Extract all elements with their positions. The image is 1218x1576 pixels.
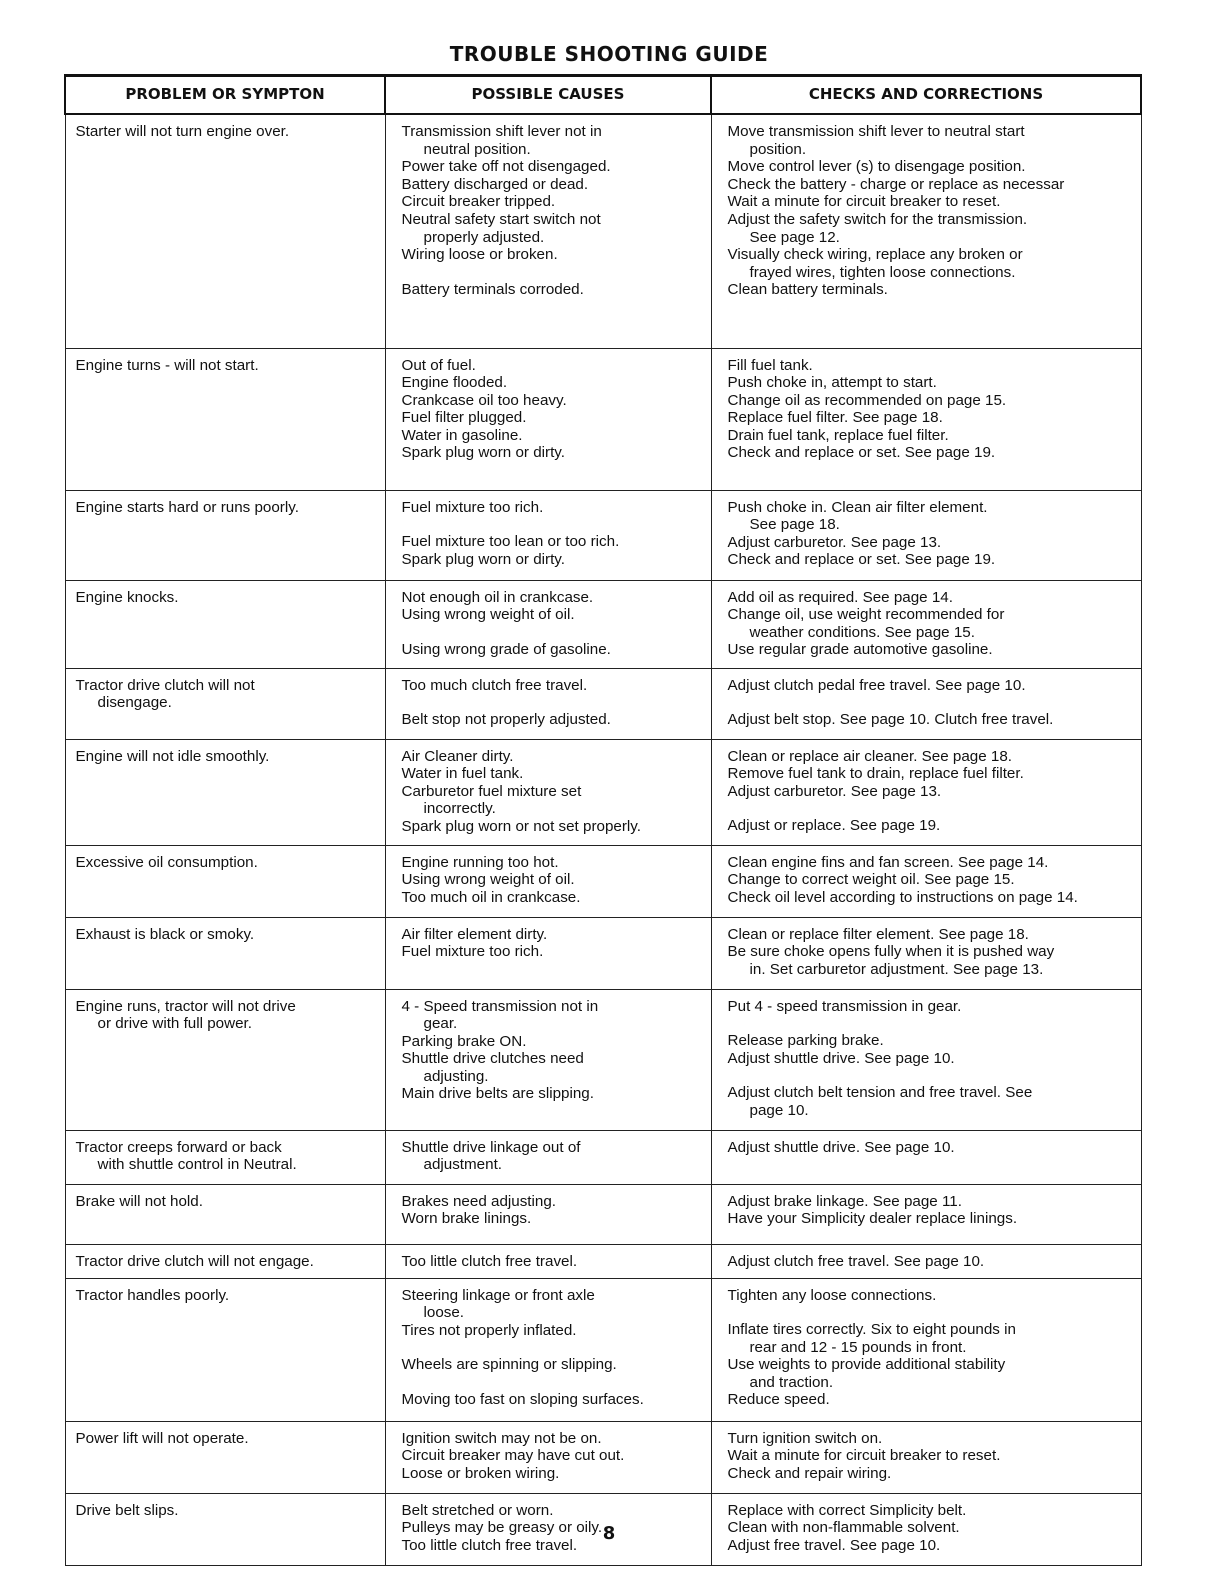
causes-line: Parking brake ON.: [401, 1032, 527, 1050]
causes-line: Out of fuel.: [401, 356, 476, 374]
checks-cell: [711, 917, 1141, 989]
checks-line: Inflate tires correctly. Six to eight pounds in: [727, 1321, 1016, 1339]
causes-cell: [385, 114, 711, 348]
checks-line: weather conditions. See page 15.: [749, 623, 975, 641]
checks-line: See page 12.: [749, 228, 840, 246]
table-row: [65, 348, 1141, 490]
causes-line: Moving too fast on sloping surfaces.: [401, 1390, 644, 1408]
checks-line: Adjust or replace. See page 19.: [727, 817, 941, 835]
checks-line: Fill fuel tank.: [727, 356, 813, 374]
causes-line: Transmission shift lever not in: [401, 123, 602, 140]
causes-line: Loose or broken wiring.: [401, 1464, 560, 1482]
problem-line: Engine starts hard or runs poorly.: [75, 498, 299, 516]
problem-line: Power lift will not operate.: [75, 1429, 249, 1447]
causes-cell: [385, 917, 711, 989]
causes-cell: [385, 668, 711, 739]
causes-line: Fuel mixture too lean or too rich.: [401, 533, 620, 551]
causes-line: Carburetor fuel mixture set: [401, 782, 582, 800]
checks-line: Push choke in. Clean air filter element.: [727, 498, 988, 516]
causes-line: Engine flooded.: [401, 374, 508, 392]
causes-line: Fuel filter plugged.: [401, 409, 527, 427]
checks-line: Tighten any loose connections.: [727, 1286, 937, 1304]
problem-cell: [65, 114, 385, 348]
causes-line: Air Cleaner dirty.: [401, 747, 514, 765]
causes-line: Water in gasoline.: [401, 426, 523, 444]
table-row: [65, 1278, 1141, 1421]
problem-cell: [65, 739, 385, 845]
problem-cell: [65, 490, 385, 580]
causes-line: Too little clutch free travel.: [401, 1536, 578, 1554]
checks-line: Adjust belt stop. See page 10. Clutch free travel.: [727, 711, 1054, 729]
causes-line: Steering linkage or front axle: [401, 1286, 595, 1304]
causes-line: Power take off not disengaged.: [401, 158, 611, 176]
table-row: [65, 739, 1141, 845]
checks-line: Check the battery - charge or replace as necessar: [727, 175, 1065, 193]
causes-line: Battery discharged or dead.: [401, 175, 589, 193]
table-body: [65, 114, 1141, 1565]
header-causes: POSSIBLE CAUSES: [385, 76, 711, 115]
checks-line: Adjust clutch free travel. See page 10.: [727, 1252, 985, 1270]
table-row: [65, 917, 1141, 989]
causes-line: properly adjusted.: [423, 228, 545, 246]
problem-cell: [65, 668, 385, 739]
checks-cell: [711, 1184, 1141, 1244]
checks-line: Clean engine fins and fan screen. See page 14.: [727, 853, 1049, 871]
checks-cell: [711, 580, 1141, 668]
table-row: [65, 1421, 1141, 1493]
checks-line: Remove fuel tank to drain, replace fuel filter.: [727, 765, 1024, 783]
checks-line: Use weights to provide additional stability: [727, 1356, 1006, 1374]
causes-line: Wiring loose or broken.: [401, 246, 558, 264]
checks-line: Move control lever (s) to disengage position.: [727, 158, 1026, 176]
problem-line: disengage.: [97, 694, 172, 712]
problem-cell: [65, 1184, 385, 1244]
checks-line: Use regular grade automotive gasoline.: [727, 641, 993, 659]
checks-line: Adjust shuttle drive. See page 10.: [727, 1138, 955, 1156]
causes-line: loose.: [423, 1304, 465, 1322]
checks-line: page 10.: [749, 1101, 809, 1119]
checks-line: Add oil as required. See page 14.: [727, 588, 953, 606]
checks-line: Change to correct weight oil. See page 15.: [727, 871, 1015, 889]
checks-line: Adjust brake linkage. See page 11.: [727, 1192, 962, 1210]
causes-line: gear.: [423, 1015, 458, 1033]
problem-cell: [65, 580, 385, 668]
problem-cell: [65, 1130, 385, 1184]
checks-line: Clean with non-flammable solvent.: [727, 1519, 960, 1537]
table-row: [65, 490, 1141, 580]
checks-line: Visually check wiring, replace any broken or: [727, 246, 1023, 264]
causes-line: Water in fuel tank.: [401, 765, 524, 783]
checks-line: Adjust carburetor. See page 13.: [727, 533, 942, 551]
page-title: TROUBLE SHOOTING GUIDE: [449, 42, 769, 66]
checks-line: and traction.: [749, 1373, 834, 1391]
table-row: [65, 114, 1141, 348]
checks-line: Check and repair wiring.: [727, 1464, 892, 1482]
problem-cell: [65, 1278, 385, 1421]
checks-cell: [711, 114, 1141, 348]
problem-cell: [65, 845, 385, 917]
problem-line: Engine turns - will not start.: [75, 356, 259, 374]
causes-line: Too much oil in crankcase.: [401, 888, 581, 906]
checks-line: Have your Simplicity dealer replace linings.: [727, 1210, 1018, 1228]
causes-line: Air filter element dirty.: [401, 925, 548, 943]
checks-line: rear and 12 - 15 pounds in front.: [749, 1338, 967, 1356]
causes-line: Belt stop not properly adjusted.: [401, 711, 611, 729]
checks-line: Check and replace or set. See page 19.: [727, 551, 996, 569]
checks-line: Adjust free travel. See page 10.: [727, 1536, 941, 1554]
causes-line: adjusting.: [423, 1067, 489, 1085]
causes-cell: [385, 490, 711, 580]
checks-cell: [711, 348, 1141, 490]
problem-line: Excessive oil consumption.: [75, 853, 258, 871]
table-header-row: [65, 76, 1141, 115]
page-number: 8: [602, 1523, 616, 1544]
causes-line: Using wrong weight of oil.: [401, 871, 575, 889]
problem-line: Engine runs, tractor will not drive: [75, 997, 296, 1015]
checks-cell: [711, 1244, 1141, 1278]
checks-line: Drain fuel tank, replace fuel filter.: [727, 426, 949, 444]
problem-cell: [65, 348, 385, 490]
causes-line: Spark plug worn or dirty.: [401, 550, 565, 568]
checks-line: Reduce speed.: [727, 1391, 830, 1409]
causes-line: Circuit breaker may have cut out.: [401, 1447, 625, 1465]
causes-line: Using wrong grade of gasoline.: [401, 640, 611, 658]
causes-line: Worn brake linings.: [401, 1210, 532, 1228]
problem-line: Tractor handles poorly.: [75, 1286, 230, 1304]
causes-cell: [385, 1278, 711, 1421]
causes-line: Too much clutch free travel.: [401, 676, 588, 694]
checks-line: Check oil level according to instructions on page 14.: [727, 888, 1078, 906]
checks-cell: [711, 845, 1141, 917]
causes-line: Wheels are spinning or slipping.: [401, 1356, 617, 1374]
problem-line: Exhaust is black or smoky.: [75, 925, 255, 943]
checks-line: Adjust the safety switch for the transmission.: [727, 210, 1028, 228]
causes-line: Too little clutch free travel.: [401, 1252, 578, 1270]
checks-line: Change oil as recommended on page 15.: [727, 391, 1007, 409]
causes-cell: [385, 1421, 711, 1493]
problem-cell: [65, 1421, 385, 1493]
table-row: [65, 989, 1141, 1130]
checks-line: Replace fuel filter. See page 18.: [727, 409, 943, 427]
checks-cell: [711, 490, 1141, 580]
causes-line: Battery terminals corroded.: [401, 280, 584, 298]
causes-line: Shuttle drive clutches need: [401, 1050, 584, 1068]
causes-line: Main drive belts are slipping.: [401, 1085, 594, 1103]
causes-cell: [385, 1244, 711, 1278]
checks-line: Clean or replace filter element. See page 18.: [727, 925, 1029, 943]
causes-line: incorrectly.: [423, 800, 496, 818]
checks-line: See page 18.: [749, 516, 840, 534]
causes-line: Spark plug worn or not set properly.: [401, 817, 641, 835]
problem-line: Starter will not turn engine over.: [75, 123, 290, 140]
causes-line: Brakes need adjusting.: [401, 1192, 557, 1210]
causes-line: Shuttle drive linkage out of: [401, 1138, 581, 1156]
checks-line: Change oil, use weight recommended for: [727, 606, 1005, 624]
problem-line: Tractor drive clutch will not engage.: [75, 1252, 314, 1270]
checks-line: Adjust shuttle drive. See page 10.: [727, 1049, 955, 1067]
problem-line: Engine will not idle smoothly.: [75, 747, 270, 765]
header-problem: PROBLEM OR SYMPTON: [65, 76, 385, 115]
causes-cell: [385, 845, 711, 917]
checks-line: Put 4 - speed transmission in gear.: [727, 997, 962, 1015]
checks-line: Push choke in, attempt to start.: [727, 374, 937, 392]
checks-line: Adjust clutch pedal free travel. See page 10.: [727, 676, 1026, 694]
problem-line: or drive with full power.: [97, 1015, 252, 1033]
table-row: [65, 668, 1141, 739]
problem-line: Tractor creeps forward or back: [75, 1138, 282, 1156]
checks-line: Clean or replace air cleaner. See page 18.: [727, 747, 1013, 765]
causes-line: Using wrong weight of oil.: [401, 606, 575, 624]
causes-line: Engine running too hot.: [401, 853, 559, 871]
table-row: [65, 1244, 1141, 1278]
causes-line: neutral position.: [423, 140, 531, 158]
problem-line: Engine knocks.: [75, 588, 179, 606]
checks-line: Adjust carburetor. See page 13.: [727, 782, 942, 800]
checks-line: position.: [749, 140, 807, 158]
causes-line: Crankcase oil too heavy.: [401, 391, 567, 409]
causes-cell: [385, 1184, 711, 1244]
checks-line: Release parking brake.: [727, 1032, 884, 1050]
checks-line: Clean battery terminals.: [727, 281, 888, 299]
table-row: [65, 845, 1141, 917]
causes-cell: [385, 1130, 711, 1184]
checks-line: Check and replace or set. See page 19.: [727, 444, 996, 462]
causes-line: Circuit breaker tripped.: [401, 193, 556, 211]
table-row: [65, 1130, 1141, 1184]
causes-line: adjustment.: [423, 1156, 503, 1174]
causes-line: Belt stretched or worn.: [401, 1501, 554, 1519]
table-row: [65, 580, 1141, 668]
causes-cell: [385, 739, 711, 845]
checks-cell: [711, 1278, 1141, 1421]
header-checks: CHECKS AND CORRECTIONS: [711, 76, 1141, 115]
checks-cell: [711, 668, 1141, 739]
causes-line: Ignition switch may not be on.: [401, 1429, 602, 1447]
checks-line: frayed wires, tighten loose connections.: [749, 263, 1016, 281]
checks-cell: [711, 1130, 1141, 1184]
checks-cell: [711, 739, 1141, 845]
checks-line: Wait a minute for circuit breaker to reset.: [727, 193, 1001, 211]
causes-cell: [385, 348, 711, 490]
causes-line: Spark plug worn or dirty.: [401, 444, 565, 462]
checks-line: Be sure choke opens fully when it is pushed way: [727, 943, 1055, 961]
checks-line: Wait a minute for circuit breaker to reset.: [727, 1447, 1001, 1465]
checks-line: in. Set carburetor adjustment. See page 13.: [749, 960, 1044, 978]
checks-line: Turn ignition switch on.: [727, 1429, 883, 1447]
problem-cell: [65, 917, 385, 989]
problem-line: Drive belt slips.: [75, 1501, 179, 1519]
table-row: [65, 1184, 1141, 1244]
problem-cell: [65, 1244, 385, 1278]
causes-cell: [385, 989, 711, 1130]
troubleshooting-table: [64, 74, 1142, 1566]
checks-cell: [711, 989, 1141, 1130]
problem-line: with shuttle control in Neutral.: [97, 1156, 297, 1174]
checks-line: Replace with correct Simplicity belt.: [727, 1501, 967, 1519]
causes-line: Tires not properly inflated.: [401, 1321, 577, 1339]
problem-line: Tractor drive clutch will not: [75, 676, 255, 694]
problem-line: Brake will not hold.: [75, 1192, 203, 1210]
checks-line: Move transmission shift lever to neutral start: [727, 123, 1025, 140]
checks-line: Adjust clutch belt tension and free travel. See: [727, 1084, 1033, 1102]
causes-cell: [385, 580, 711, 668]
checks-cell: [711, 1421, 1141, 1493]
causes-line: Neutral safety start switch not: [401, 210, 601, 228]
causes-line: Fuel mixture too rich.: [401, 943, 544, 961]
causes-line: Fuel mixture too rich.: [401, 498, 544, 516]
causes-line: 4 - Speed transmission not in: [401, 997, 599, 1015]
causes-line: Not enough oil in crankcase.: [401, 588, 594, 606]
causes-line: Pulleys may be greasy or oily.: [401, 1519, 603, 1537]
problem-cell: [65, 989, 385, 1130]
